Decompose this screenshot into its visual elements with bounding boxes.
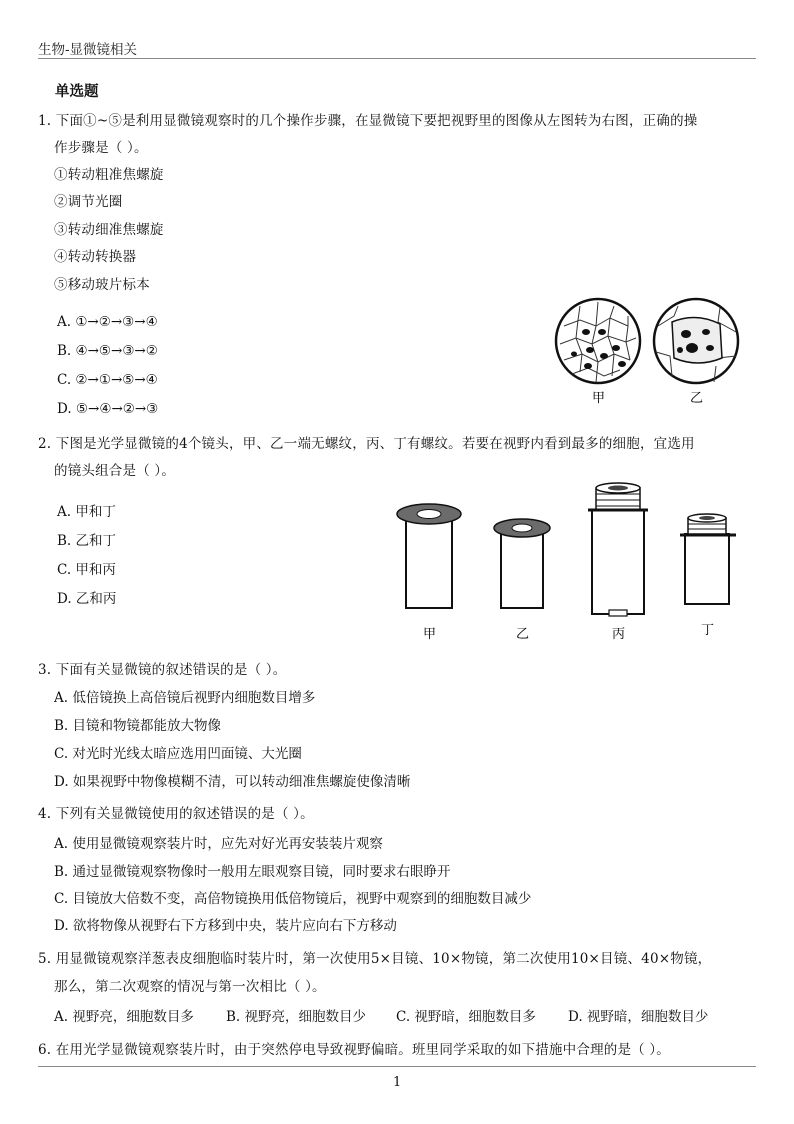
section-title: 单选题	[55, 83, 99, 100]
q2-option-d: D. 乙和丙	[57, 591, 117, 607]
q2-stem-line1: 2. 下图是光学显微镜的4个镜头，甲、乙一端无螺纹，丙、丁有螺纹。若要在视野内看到最多的细胞，宜选用	[38, 436, 695, 452]
page-number: 1	[393, 1075, 402, 1090]
q1-option-d: D. ⑤→④→②→③	[57, 401, 159, 417]
q4-option-a: A. 使用显微镜观察装片时，应先对好光再安装装片观察	[54, 836, 383, 852]
q2-option-c: C. 甲和丙	[57, 562, 116, 578]
lens-label-jia: 甲	[423, 627, 437, 642]
lens-bing	[588, 483, 648, 616]
q2-stem-line2: 的镜头组合是（ ）。	[54, 463, 176, 479]
q5-option-d: D. 视野暗，细胞数目少	[568, 1009, 709, 1025]
q3-option-c: C. 对光时光线太暗应选用凹面镜、大光圈	[54, 746, 302, 762]
field-of-view-jia	[556, 299, 640, 383]
q3-option-b: B. 目镜和物镜都能放大物像	[54, 718, 222, 734]
q5-stem-line1: 5. 用显微镜观察洋葱表皮细胞临时装片时，第一次使用5×目镜、10×物镜，第二次使用10×目镜、40×物镜，	[38, 951, 712, 967]
q6-stem: 6. 在用光学显微镜观察装片时，由于突然停电导致视野偏暗。班里同学采取的如下措施中合理的是（ ）。	[38, 1042, 671, 1058]
q3-stem: 3. 下面有关显微镜的叙述错误的是（ ）。	[38, 662, 287, 678]
field-of-view-yi	[654, 299, 738, 383]
q1-option-b: B. ④→⑤→③→②	[57, 343, 158, 359]
q2-figure-lenses	[390, 478, 750, 646]
lens-label-yi: 乙	[516, 627, 530, 642]
q4-option-c: C. 目镜放大倍数不变，高倍物镜换用低倍物镜后，视野中观察到的细胞数目减少	[54, 891, 532, 907]
q4-stem: 4. 下列有关显微镜使用的叙述错误的是（ ）。	[38, 806, 314, 822]
lens-yi	[494, 519, 550, 608]
figure-label-jia: 甲	[592, 391, 606, 406]
q5-option-b: B. 视野亮，细胞数目少	[226, 1009, 367, 1025]
q1-stem-line2: 作步骤是（ ）。	[54, 140, 148, 156]
header-divider	[38, 58, 756, 59]
page-header-title: 生物-显微镜相关	[38, 42, 138, 58]
q3-option-d: D. 如果视野中物像模糊不清，可以转动细准焦螺旋使像清晰	[54, 774, 411, 790]
q1-step-1: ①转动粗准焦螺旋	[54, 167, 164, 183]
q1-option-c: C. ②→①→⑤→④	[57, 372, 158, 388]
q3-option-a: A. 低倍镜换上高倍镜后视野内细胞数目增多	[54, 690, 316, 706]
q1-step-2: ②调节光圈	[54, 194, 123, 210]
q1-stem-line1: 1. 下面①~⑤是利用显微镜观察时的几个操作步骤，在显微镜下要把视野里的图像从左图转为右图，正确的操	[38, 113, 698, 129]
lens-ding	[680, 514, 736, 604]
q2-option-a: A. 甲和丁	[57, 504, 116, 520]
q1-option-a: A. ①→②→③→④	[57, 314, 158, 330]
figure-label-yi: 乙	[690, 391, 704, 406]
lens-label-ding: 丁	[701, 623, 715, 638]
q1-step-5: ⑤移动玻片标本	[54, 277, 150, 293]
q2-option-b: B. 乙和丁	[57, 533, 117, 549]
footer-divider	[38, 1066, 756, 1067]
q5-option-c: C. 视野暗，细胞数目多	[396, 1009, 536, 1025]
lens-jia	[397, 504, 461, 608]
q4-option-b: B. 通过显微镜观察物像时一般用左眼观察目镜，同时要求右眼睁开	[54, 864, 451, 880]
q5-option-a: A. 视野亮，细胞数目多	[54, 1009, 194, 1025]
q4-option-d: D. 欲将物像从视野右下方移到中央，装片应向右下方移动	[54, 918, 397, 934]
q1-figure-fields	[550, 296, 745, 408]
lens-label-bing: 丙	[612, 627, 626, 642]
q1-step-3: ③转动细准焦螺旋	[54, 222, 164, 238]
q1-step-4: ④转动转换器	[54, 249, 137, 265]
q5-stem-line2: 那么，第二次观察的情况与第一次相比（ ）。	[54, 979, 326, 995]
